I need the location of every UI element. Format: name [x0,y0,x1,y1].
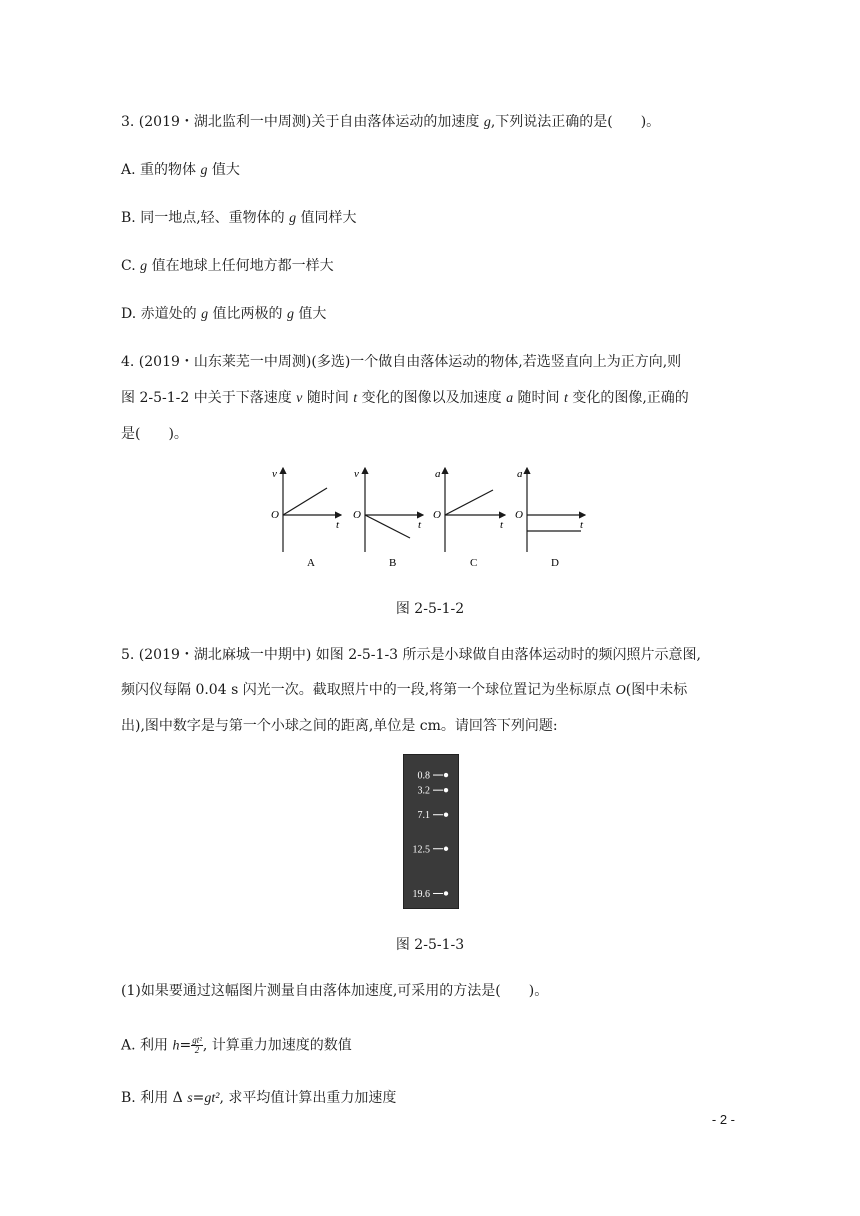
page-number: - 2 - [711,1112,735,1127]
q4-var-a: a [506,391,514,406]
q3-option-d-text: D. 赤道处的 [121,306,202,322]
graph-c-caption: C [470,557,478,569]
q4-var-v: v [296,391,303,406]
strobe-ball [444,813,448,817]
graph-d-x-label: t [580,519,584,531]
q3-stem-text: 3. (2019・湖北监利一中周测)关于自由落体运动的加速度 [121,114,484,130]
strobe-ball [444,847,448,851]
q5-option-b-eq: = [192,1090,205,1106]
strobe-mark-label: 0.8 [417,770,430,782]
q3-stem-var: g [483,115,491,130]
figure-2-5-1-2 [255,462,605,574]
q3-option-a-text: A. 重的物体 [121,162,201,178]
q4-text-c: 变化的图像以及加速度 [357,390,507,406]
graph-d-origin: O [515,509,523,521]
q3-option-d-var2: g [286,307,294,322]
q3-stem [121,113,660,132]
q3-option-c-text: C. [121,258,141,274]
graph-b [353,468,423,569]
q5-var-o: O [615,683,626,698]
graph-c-x-label: t [500,519,504,531]
strobe-mark-label: 12.5 [412,844,430,856]
graph-b-x-label: t [418,519,422,531]
q5-option-b-gt: gt² [204,1091,220,1106]
q5-option-a-fraction [191,1036,203,1055]
q3-stem-text-end: ,下列说法正确的是( )。 [490,114,661,130]
q3-option-c-var: g [140,259,148,274]
q5-stem-line3: 出),图中数字是与第一个小球之间的距离,单位是 cm。请回答下列问题: [121,718,558,734]
graph-c [433,468,505,569]
q5-option-a-eq: = [179,1037,192,1054]
graph-b-y-label: v [354,468,359,480]
q5-sub1: (1)如果要通过这幅图片测量自由落体加速度,可采用的方法是( )。 [121,983,549,999]
q3-option-b [121,209,357,228]
graph-c-y-label: a [435,468,441,480]
q5-stem-line2 [121,681,687,700]
q5-text-a: 频闪仪每隔 0.04 s 闪光一次。截取照片中的一段,将第一个球位置记为坐标原点 [121,682,616,698]
q3-option-a-var: g [200,163,208,178]
q3-option-c-text-end: 值在地球上任何地方都一样大 [147,258,334,274]
q5-stem-line1: 5. (2019・湖北麻城一中期中) 如图 2-5-1-3 所示是小球做自由落体运动时的频闪照片示意图, [121,647,701,663]
q4-text-b: 随时间 [302,390,354,406]
q3-option-b-text-end: 值同样大 [296,210,357,226]
strobe-ball [444,773,448,777]
graph-a-x-label: t [336,519,340,531]
q5-option-a-denominator: 2 [194,1045,200,1055]
graph-d [515,468,585,569]
graph-d-y-label: a [517,468,523,480]
strobe-ball [444,788,448,792]
q5-option-a-var-h: h [172,1038,180,1054]
graph-d-caption: D [551,557,559,569]
q3-option-a-text-end: 值大 [207,162,240,178]
strobe-ball [444,891,448,895]
q3-option-d [121,305,326,324]
q3-option-d-text-end: 值大 [293,306,327,322]
strobe-photo-background [403,754,459,909]
graph-b-origin: O [353,509,361,521]
graph-b-line [365,515,410,538]
graph-a-origin: O [271,509,279,521]
q5-option-b-text-end: , 求平均值计算出重力加速度 [219,1090,397,1106]
graph-a-caption: A [307,557,315,569]
q4-var-t2: t [564,391,568,406]
q3-option-a [121,161,240,180]
q4-stem-line3: 是( )。 [121,426,188,442]
figure-2-5-1-3-caption: 图 2-5-1-3 [395,937,465,953]
q5-option-a-text: A. 利用 [121,1037,173,1054]
graph-b-caption: B [389,557,397,569]
q5-option-b-var-s: s [187,1091,193,1106]
q3-option-c [121,257,334,276]
strobe-mark-label: 7.1 [417,810,430,822]
figure-2-5-1-3 [403,754,459,909]
q3-option-d-text-mid: 值比两极的 [208,306,287,322]
q4-text-e: 变化的图像,正确的 [567,390,689,406]
strobe-mark-label: 3.2 [417,785,430,797]
q5-option-a [121,1036,352,1056]
q5-option-a-numerator: gt² [192,1035,202,1045]
q3-option-b-text: B. 同一地点,轻、重物体的 [121,210,290,226]
q4-text-a: 图 2-5-1-2 中关于下落速度 [121,390,297,406]
q5-option-a-text-end: , 计算重力加速度的数值 [202,1037,352,1054]
q5-text-b: (图中未标 [625,682,688,698]
q4-var-t1: t [353,391,358,406]
graph-c-line [445,490,493,515]
q5-option-b-text: B. 利用 Δ [121,1090,188,1106]
figure-2-5-1-2-caption: 图 2-5-1-2 [395,601,465,617]
q3-option-b-var: g [289,211,297,226]
q3-option-d-var1: g [201,307,209,322]
q5-option-b [121,1089,396,1108]
graph-a-y-label: v [272,468,277,480]
q4-stem-line2 [121,389,689,408]
strobe-mark-label: 19.6 [412,888,430,900]
graph-a-line [283,488,327,515]
q4-text-d: 随时间 [513,390,564,406]
q4-stem-line1: 4. (2019・山东莱芜一中周测)(多选)一个做自由落体运动的物体,若选竖直向上为正方向,则 [121,354,682,370]
graph-c-origin: O [433,509,441,521]
graph-a [271,468,341,569]
